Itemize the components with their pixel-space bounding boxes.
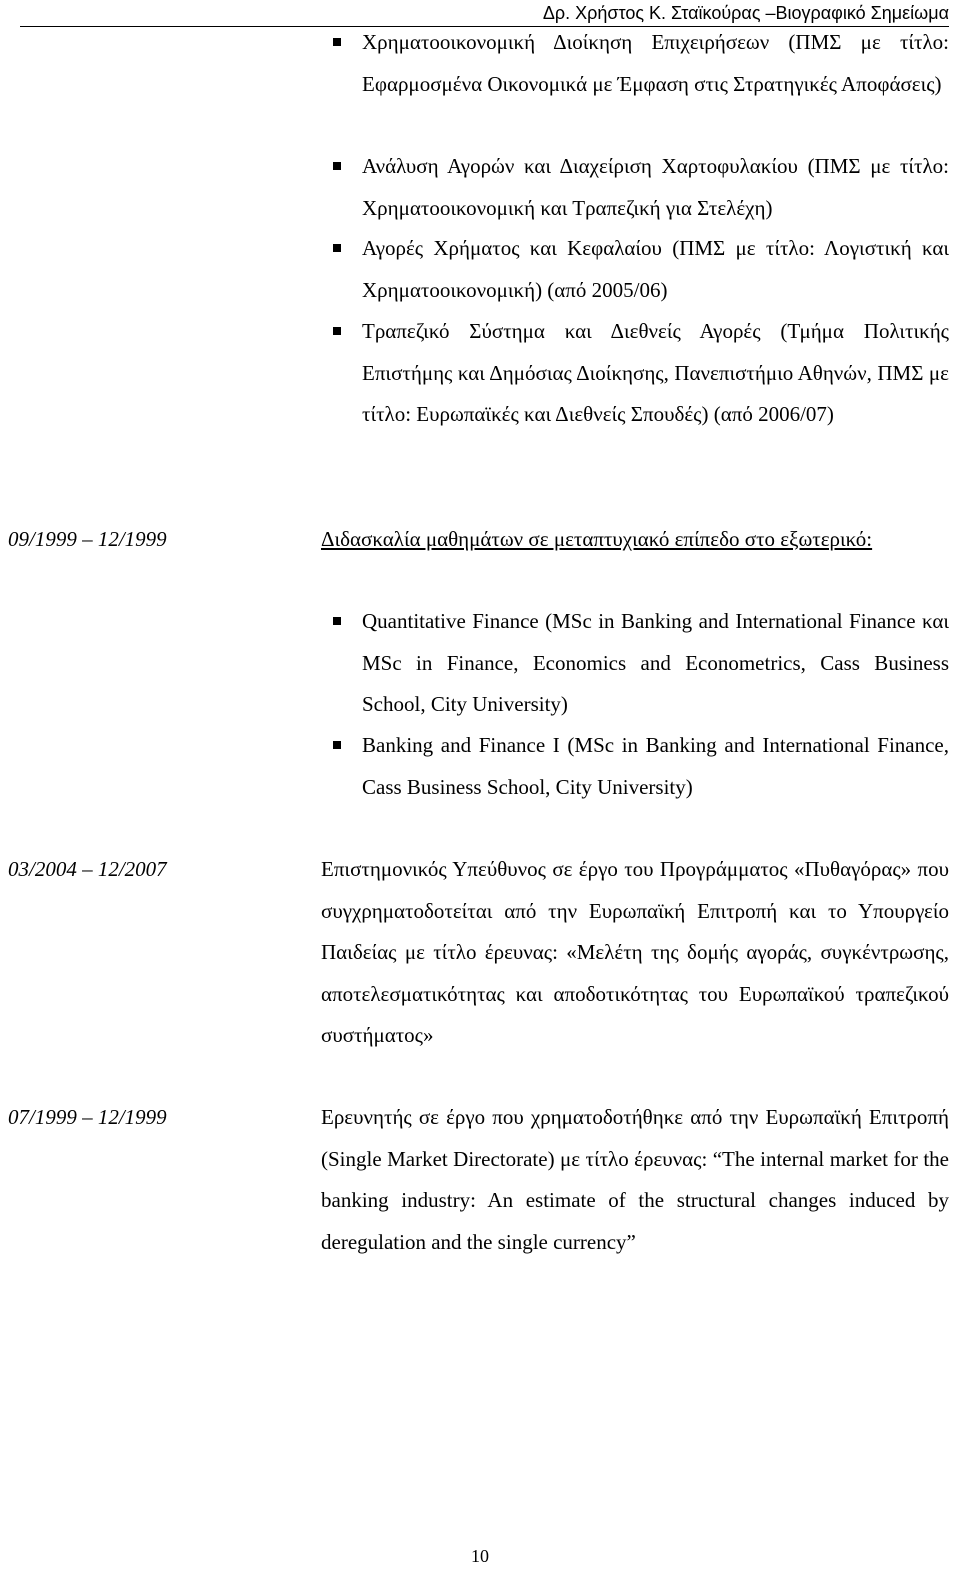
list-item: Αγορές Χρήματος και Κεφαλαίου (ΠΜΣ με τίτλο: Λογιστική και Χρηματοοικονομική) (από 2005/06)	[362, 236, 949, 302]
entry-text: Ερευνητής σε έργο που χρηματοδοτήθηκε από την Ευρωπαϊκή Επιτροπή (Single Market Directorate) με τίτλο έρευνας: “The internal market for the banking industry: An estimate of the structural changes induced by deregulation and the single currency”	[321, 1105, 949, 1254]
list-item: Banking and Finance I (MSc in Banking and International Finance, Cass Business School, City University)	[362, 733, 949, 799]
list-item: Τραπεζικό Σύστημα και Διεθνείς Αγορές (Τμήμα Πολιτικής Επιστήμης και Δημόσιας Διοίκησης, Πανεπιστήμιο Αθηνών, ΠΜΣ με τίτλο: Ευρωπαϊκές και Διεθνείς Σπουδές) (από 2006/07)	[362, 319, 949, 426]
bullet-icon	[333, 162, 341, 170]
entry-text: Επιστημονικός Υπεύθυνος σε έργο του Προγράμματος «Πυθαγόρας» που συγχρηματοδοτείται από την Ευρωπαϊκή Επιτροπή και το Υπουργείο Παιδείας με τίτλο έρευνας: «Μελέτη της δομής αγοράς, συγκέντρωσης, αποτελεσματικότητας και αποδοτικότητας του Ευρωπαϊκού τραπεζικού συστήματος»	[321, 857, 949, 1047]
page-number: 10	[471, 1546, 489, 1566]
entry-date: 03/2004 – 12/2007	[8, 857, 167, 881]
header-text: Δρ. Χρήστος Κ. Σταϊκούρας –Βιογραφικό Σημείωμα	[542, 3, 949, 23]
bullet-icon	[333, 244, 341, 252]
list-item: Quantitative Finance (MSc in Banking and International Finance και MSc in Finance, Economics and Econometrics, Cass Business School, City University)	[362, 609, 949, 716]
entry-heading: Διδασκαλία μαθημάτων σε μεταπτυχιακό επίπεδο στο εξωτερικό:	[321, 527, 873, 551]
bullet-icon	[333, 327, 341, 335]
bullet-icon	[333, 38, 341, 46]
list-item: Χρηματοοικονομική Διοίκηση Επιχειρήσεων (ΠΜΣ με τίτλο: Εφαρμοσμένα Οικονομικά με Έμφαση στις Στρατηγικές Αποφάσεις)	[362, 30, 949, 96]
list-item: Ανάλυση Αγορών και Διαχείριση Χαρτοφυλακίου (ΠΜΣ με τίτλο: Χρηματοοικονομική και Τραπεζική για Στελέχη)	[362, 154, 949, 220]
bullet-icon	[333, 617, 341, 625]
entry-date: 07/1999 – 12/1999	[8, 1105, 167, 1129]
bullet-icon	[333, 741, 341, 749]
entry-date: 09/1999 – 12/1999	[8, 527, 167, 551]
